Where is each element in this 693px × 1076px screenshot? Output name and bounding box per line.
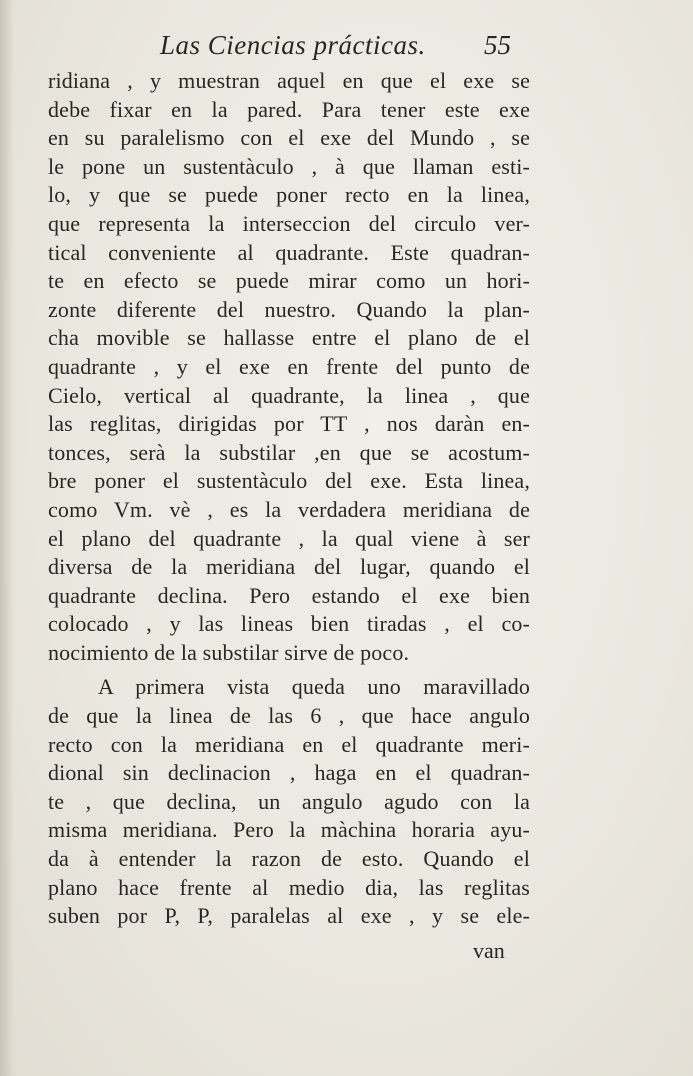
- paragraph-1: [48, 67, 530, 667]
- text-line: como Vm. vè , es la verdadera meridiana de: [48, 496, 530, 522]
- text-line: Cielo, vertical al quadrante, la linea , que: [48, 382, 530, 408]
- text-line: el plano del quadrante , la qual viene à ser: [48, 525, 530, 551]
- text-line: le pone un sustentàculo , à que llaman esti-: [48, 153, 530, 179]
- text-line: lo, y que se puede poner recto en la linea,: [48, 182, 530, 208]
- text-line: debe fixar en la pared. Para tener este exe: [48, 96, 530, 122]
- text-line: las reglitas, dirigidas por TT , nos daràn en-: [48, 411, 530, 437]
- page-number: 55: [484, 30, 511, 60]
- text-line: te en efecto se puede mirar como un hori-: [48, 268, 530, 294]
- text-line: que representa la interseccion del circulo ver-: [48, 210, 530, 236]
- text-line: quadrante declina. Pero estando el exe bien: [48, 582, 530, 608]
- text-line: tonces, serà la substilar ,en que se acostum-: [48, 439, 530, 465]
- text-line: A primera vista queda uno maravillado: [98, 674, 530, 700]
- text-line: en su paralelismo con el exe del Mundo , se: [48, 125, 530, 151]
- text-line: da à entender la razon de esto. Quando el: [48, 846, 530, 872]
- text-line: suben por P, P, paralelas al exe , y se ele-: [48, 903, 530, 929]
- text-line: diversa de la meridiana del lugar, quando el: [48, 554, 530, 580]
- text-line: nocimiento de la substilar sirve de poco.: [48, 639, 410, 665]
- body-text: [48, 67, 530, 931]
- catchword: van: [473, 938, 505, 963]
- text-line: quadrante , y el exe en frente del punto de: [48, 353, 530, 379]
- text-line: zonte diferente del nuestro. Quando la plan-: [48, 296, 530, 322]
- running-title: Las Ciencias prácticas.: [160, 30, 426, 60]
- text-line: colocado , y las lineas bien tiradas , el co-: [48, 611, 530, 637]
- text-line: te , que declina, un angulo agudo con la: [48, 788, 530, 814]
- text-line: misma meridiana. Pero la màchina horaria ayu-: [48, 817, 530, 843]
- text-line: tical conveniente al quadrante. Este quadran-: [48, 239, 530, 265]
- page-header: [0, 30, 693, 66]
- text-line: ridiana , y muestran aquel en que el exe se: [48, 68, 530, 93]
- page-gutter-shadow: [0, 0, 14, 1076]
- text-line: cha movible se hallasse entre el plano de el: [48, 325, 530, 351]
- text-line: bre poner el sustentàculo del exe. Esta linea,: [48, 468, 530, 494]
- text-line: dional sin declinacion , haga en el quadran-: [48, 760, 530, 786]
- text-line: recto con la meridiana en el quadrante meri-: [48, 731, 530, 757]
- text-line: plano hace frente al medio dia, las reglitas: [48, 874, 530, 900]
- paragraph-2: [48, 673, 530, 930]
- text-line: de que la linea de las 6 , que hace angulo: [48, 703, 530, 729]
